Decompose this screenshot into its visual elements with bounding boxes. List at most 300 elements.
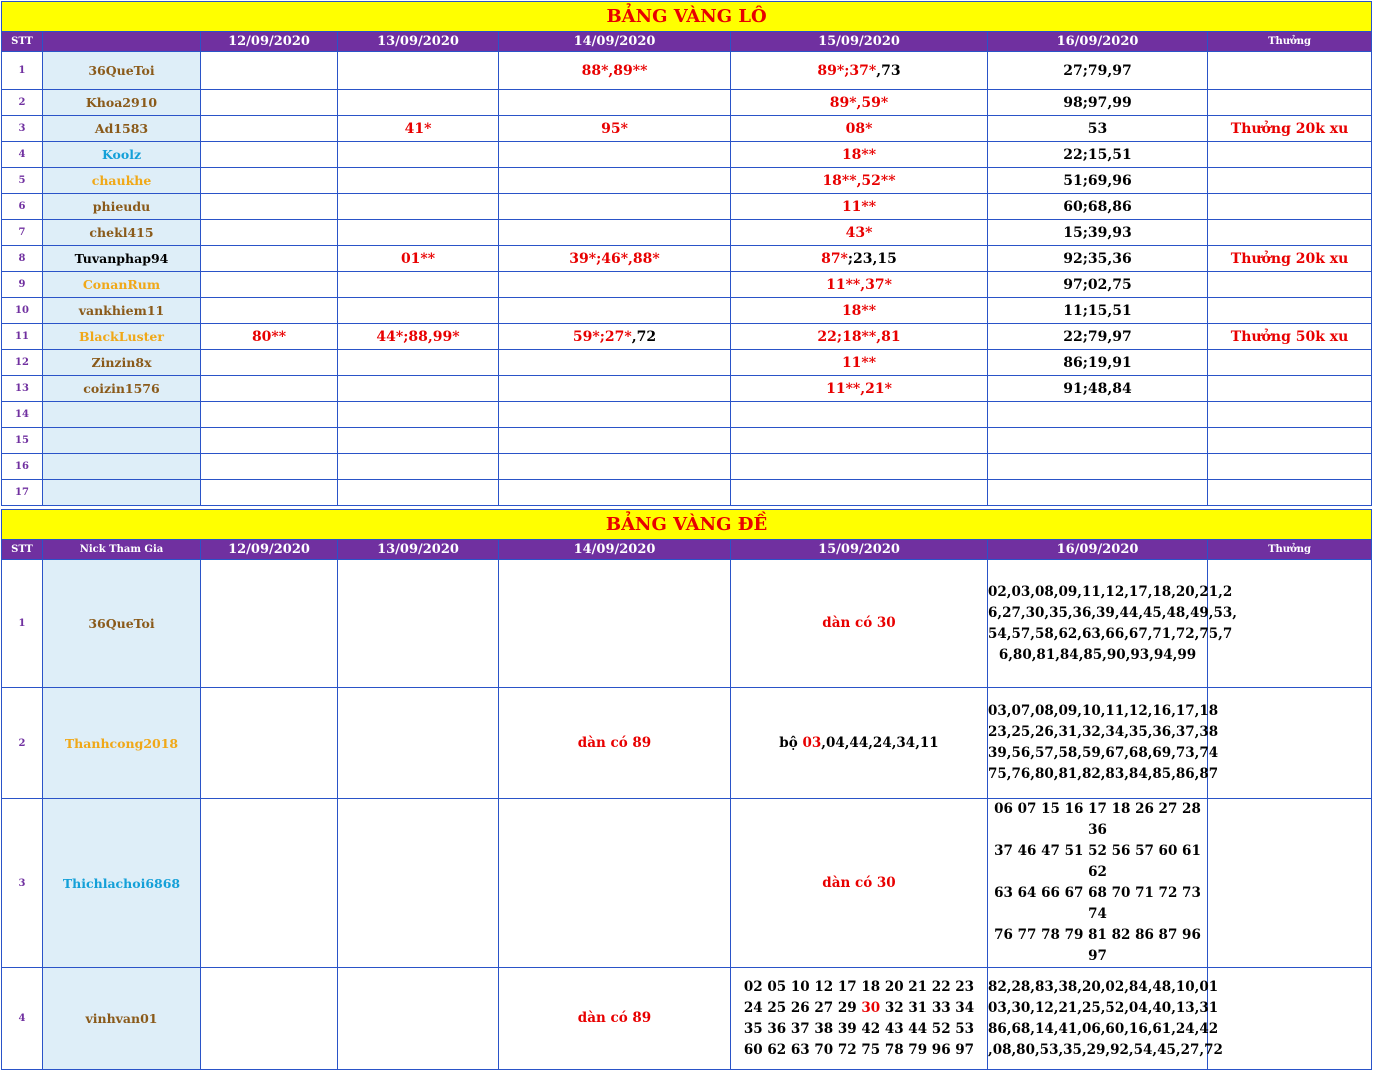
- value-segment: dàn có 30: [822, 874, 896, 891]
- table-row: [2, 454, 1372, 480]
- row-number: 16: [2, 454, 43, 480]
- prediction-cell: [731, 688, 988, 799]
- value-segment: 80**: [251, 328, 287, 345]
- prediction-cell: [499, 402, 731, 428]
- player-nick: chekl415: [43, 220, 201, 246]
- prediction-cell: [731, 168, 988, 194]
- prediction-cell: [338, 688, 499, 799]
- reward-cell: [1208, 194, 1372, 220]
- row-number: 11: [2, 324, 43, 350]
- prediction-cell: [988, 350, 1208, 376]
- date-header: 16/09/2020: [988, 32, 1208, 52]
- value-segment: 18**: [841, 302, 877, 319]
- prediction-cell: [731, 52, 988, 90]
- date-header: 12/09/2020: [201, 32, 338, 52]
- prediction-line: [988, 977, 1219, 998]
- date-header: 14/09/2020: [499, 32, 731, 52]
- prediction-cell: [338, 376, 499, 402]
- row-number: 3: [2, 116, 43, 142]
- table-row: [2, 428, 1372, 454]
- prediction-cell: [988, 220, 1208, 246]
- date-header: 15/09/2020: [731, 32, 988, 52]
- prediction-cell: [499, 168, 731, 194]
- prediction-line: [731, 873, 987, 894]
- row-number: 13: [2, 376, 43, 402]
- prediction-cell: [499, 246, 731, 272]
- prediction-cell: [338, 116, 499, 142]
- prediction-cell: [988, 52, 1208, 90]
- value-segment: ,73: [876, 62, 901, 79]
- value-segment: 03,07,08,09,10,11,12,16,17,18: [988, 703, 1219, 719]
- prediction-line: [731, 1040, 987, 1061]
- value-segment: 95*: [601, 120, 628, 137]
- row-number: 10: [2, 298, 43, 324]
- row-number: 7: [2, 220, 43, 246]
- prediction-line: [731, 1019, 987, 1040]
- prediction-cell: [731, 116, 988, 142]
- value-segment: 35 36 37 38 39 42 43 44 52 53: [743, 1020, 975, 1037]
- value-segment: 88*,89**: [581, 62, 648, 79]
- prediction-cell: [988, 376, 1208, 402]
- row-number: 3: [2, 799, 43, 968]
- prediction-line: [988, 743, 1219, 764]
- prediction-cell: [338, 168, 499, 194]
- value-segment: 86;19,91: [1063, 354, 1132, 371]
- value-segment: 54,57,58,62,63,66,67,71,72,75,7: [988, 625, 1233, 642]
- prediction-cell: [731, 272, 988, 298]
- table-row: [2, 799, 1372, 968]
- value-segment: 44*;88,99*: [376, 328, 460, 345]
- prediction-cell: [988, 116, 1208, 142]
- prediction-cell: [731, 324, 988, 350]
- prediction-cell: [201, 480, 338, 506]
- row-number: 6: [2, 194, 43, 220]
- value-segment: 76 77 78 79 81 82 86 87 96 97: [994, 927, 1201, 964]
- de-header-row: [2, 540, 1372, 560]
- prediction-cell: [499, 799, 731, 968]
- prediction-cell: [499, 376, 731, 402]
- prediction-cell: [731, 480, 988, 506]
- table-row: [2, 480, 1372, 506]
- prediction-line: [988, 582, 1233, 603]
- prediction-cell: [988, 428, 1208, 454]
- lo-header-row: [2, 32, 1372, 52]
- value-segment: 97;02,75: [1063, 276, 1132, 293]
- reward-cell: [1208, 480, 1372, 506]
- table-row: [2, 142, 1372, 168]
- reward-cell: [1208, 90, 1372, 116]
- date-header: 12/09/2020: [201, 540, 338, 560]
- prediction-cell: [731, 298, 988, 324]
- prediction-cell: [499, 142, 731, 168]
- prediction-cell: [731, 560, 988, 688]
- value-segment: 23,25,26,31,32,34,35,36,37,38: [988, 724, 1219, 740]
- prediction-line: [988, 722, 1219, 743]
- date-header: 14/09/2020: [499, 540, 731, 560]
- player-nick: [43, 480, 201, 506]
- prediction-cell: [338, 246, 499, 272]
- value-segment: 08*: [845, 120, 873, 137]
- table-row: [2, 116, 1372, 142]
- prediction-cell: [988, 168, 1208, 194]
- player-nick: coizin1576: [43, 376, 201, 402]
- prediction-line: [988, 701, 1219, 722]
- reward-cell: [1208, 454, 1372, 480]
- prediction-cell: [499, 454, 731, 480]
- player-nick: Tuvanphap94: [43, 246, 201, 272]
- table-row: [2, 168, 1372, 194]
- value-segment: 30: [861, 999, 881, 1016]
- value-segment: dàn có 30: [822, 615, 896, 631]
- row-number: 1: [2, 560, 43, 688]
- value-segment: 63 64 66 67 68 70 71 72 73 74: [994, 885, 1201, 922]
- table-row: [2, 246, 1372, 272]
- prediction-cell: [338, 402, 499, 428]
- row-number: 2: [2, 90, 43, 116]
- prediction-cell: [499, 480, 731, 506]
- prediction-cell: [499, 194, 731, 220]
- value-segment: 11**,21*: [826, 380, 892, 397]
- value-segment: 91;48,84: [1063, 380, 1132, 397]
- prediction-cell: [338, 298, 499, 324]
- prediction-cell: [201, 116, 338, 142]
- prediction-cell: [201, 402, 338, 428]
- row-number: 4: [2, 142, 43, 168]
- player-nick: vankhiem11: [43, 298, 201, 324]
- prediction-cell: [201, 799, 338, 968]
- value-segment: 87*: [821, 250, 848, 267]
- prediction-cell: [499, 298, 731, 324]
- value-segment: ;23,15: [847, 250, 897, 267]
- reward-cell: [1208, 688, 1372, 799]
- lo-title: BẢNG VÀNG LÔ: [2, 2, 1372, 32]
- player-nick: vinhvan01: [43, 968, 201, 1070]
- value-segment: 37 46 47 51 52 56 57 60 61 62: [994, 843, 1201, 880]
- prediction-cell: [201, 168, 338, 194]
- row-number: 9: [2, 272, 43, 298]
- table-row: [2, 324, 1372, 350]
- prediction-cell: [201, 298, 338, 324]
- prediction-line: [988, 764, 1219, 785]
- player-nick: [43, 402, 201, 428]
- prediction-line: [988, 603, 1237, 624]
- table-row: [2, 688, 1372, 799]
- value-segment: 41*: [404, 120, 432, 137]
- value-segment: 27;79,97: [1063, 62, 1132, 79]
- table-row: [2, 560, 1372, 688]
- prediction-cell: [201, 272, 338, 298]
- reward-cell: [1208, 168, 1372, 194]
- prediction-line: [988, 645, 1207, 666]
- prediction-cell: [338, 324, 499, 350]
- value-segment: 86,68,14,41,06,60,16,61,24,42: [988, 1020, 1219, 1037]
- prediction-cell: [731, 428, 988, 454]
- value-segment: 18**,52**: [822, 172, 896, 189]
- value-segment: 92;35,36: [1063, 250, 1132, 267]
- row-number: 14: [2, 402, 43, 428]
- date-header: 13/09/2020: [338, 32, 499, 52]
- reward-cell: [1208, 560, 1372, 688]
- reward-cell: [1208, 428, 1372, 454]
- prediction-cell: [201, 246, 338, 272]
- prediction-cell: [499, 116, 731, 142]
- value-segment: ,08,80,53,35,29,92,54,45,27,72: [988, 1041, 1223, 1058]
- table-row: [2, 220, 1372, 246]
- prediction-cell: [499, 688, 731, 799]
- prediction-cell: [988, 272, 1208, 298]
- prediction-cell: [338, 428, 499, 454]
- prediction-cell: [338, 194, 499, 220]
- value-segment: 60;68,86: [1063, 198, 1132, 215]
- prediction-line: [988, 624, 1233, 645]
- value-segment: 18**: [841, 146, 877, 163]
- reward-cell: [1208, 350, 1372, 376]
- player-nick: Khoa2910: [43, 90, 201, 116]
- table-row: [2, 298, 1372, 324]
- player-nick: phieudu: [43, 194, 201, 220]
- prediction-cell: [499, 350, 731, 376]
- prediction-cell: [201, 376, 338, 402]
- value-segment: 53: [1087, 120, 1108, 137]
- value-segment: 11**: [841, 198, 877, 215]
- reward-header: Thưởng: [1208, 32, 1372, 52]
- player-nick: 36QueToi: [43, 560, 201, 688]
- table-row: [2, 90, 1372, 116]
- prediction-cell: [338, 220, 499, 246]
- value-segment: 01**: [400, 250, 436, 267]
- prediction-cell: [731, 376, 988, 402]
- row-number: 5: [2, 168, 43, 194]
- prediction-cell: [988, 298, 1208, 324]
- prediction-line: [731, 733, 987, 754]
- prediction-cell: [988, 560, 1237, 688]
- value-segment: dàn có 89: [577, 1010, 652, 1026]
- date-header: 15/09/2020: [731, 540, 988, 560]
- prediction-cell: [338, 142, 499, 168]
- prediction-cell: [201, 324, 338, 350]
- prediction-cell: [201, 90, 338, 116]
- table-row: [2, 194, 1372, 220]
- prediction-line: [988, 1040, 1223, 1061]
- prediction-cell: [338, 799, 499, 968]
- prediction-cell: [988, 246, 1208, 272]
- row-number: 2: [2, 688, 43, 799]
- reward-cell: [1208, 272, 1372, 298]
- prediction-cell: [338, 560, 499, 688]
- prediction-cell: [338, 90, 499, 116]
- lo-body: [2, 52, 1372, 506]
- prediction-cell: [338, 454, 499, 480]
- reward-cell: Thưởng 20k xu: [1208, 246, 1372, 272]
- prediction-line: [499, 1008, 730, 1029]
- prediction-line: [988, 1019, 1219, 1040]
- value-segment: dàn có 89: [577, 734, 652, 751]
- value-segment: 11**: [841, 354, 877, 371]
- reward-cell: Thưởng 50k xu: [1208, 324, 1372, 350]
- prediction-line: [988, 799, 1207, 841]
- prediction-cell: [201, 688, 338, 799]
- nick-header: [43, 32, 201, 52]
- value-segment: 22;18**,81: [817, 328, 901, 345]
- value-segment: 89*,59*: [829, 94, 889, 111]
- value-segment: 39*;46*,88*: [569, 250, 660, 267]
- prediction-cell: [201, 220, 338, 246]
- de-body: [2, 560, 1372, 1070]
- prediction-cell: [201, 968, 338, 1070]
- stt-header: STT: [2, 540, 43, 560]
- table-row: [2, 272, 1372, 298]
- de-table: [1, 509, 1372, 1070]
- reward-cell: [1208, 142, 1372, 168]
- player-nick: ConanRum: [43, 272, 201, 298]
- value-segment: 60 62 63 70 72 75 78 79 96 97: [743, 1041, 975, 1058]
- prediction-cell: [731, 454, 988, 480]
- prediction-cell: [499, 52, 731, 90]
- prediction-cell: [499, 968, 731, 1070]
- value-segment: 22;79,97: [1063, 328, 1132, 345]
- prediction-cell: [201, 454, 338, 480]
- prediction-cell: [499, 272, 731, 298]
- prediction-cell: [499, 560, 731, 688]
- value-segment: ,04,44,24,34,11: [821, 734, 939, 751]
- value-segment: 02 05 10 12 17 18 20 21 22 23: [743, 978, 975, 995]
- value-segment: 89*;37*: [817, 62, 877, 79]
- prediction-line: [988, 925, 1207, 967]
- reward-cell: Thưởng 20k xu: [1208, 116, 1372, 142]
- prediction-cell: [988, 194, 1208, 220]
- prediction-cell: [499, 90, 731, 116]
- prediction-cell: [499, 220, 731, 246]
- reward-cell: [1208, 220, 1372, 246]
- value-segment: 75,76,80,81,82,83,84,85,86,87: [988, 766, 1219, 782]
- player-nick: 36QueToi: [43, 52, 201, 90]
- prediction-cell: [731, 142, 988, 168]
- de-title: BẢNG VÀNG ĐỀ: [2, 510, 1372, 540]
- prediction-cell: [201, 428, 338, 454]
- date-header: 13/09/2020: [338, 540, 499, 560]
- reward-cell: [1208, 298, 1372, 324]
- player-nick: Koolz: [43, 142, 201, 168]
- player-nick: Thanhcong2018: [43, 688, 201, 799]
- table-row: [2, 402, 1372, 428]
- prediction-cell: [731, 799, 988, 968]
- player-nick: [43, 428, 201, 454]
- prediction-cell: [338, 52, 499, 90]
- value-segment: 6,80,81,84,85,90,93,94,99: [998, 646, 1197, 663]
- row-number: 8: [2, 246, 43, 272]
- prediction-cell: [988, 142, 1208, 168]
- player-nick: Ad1583: [43, 116, 201, 142]
- reward-cell: [1208, 968, 1372, 1070]
- value-segment: bộ: [779, 734, 803, 751]
- player-nick: Thichlachoi6868: [43, 799, 201, 968]
- value-segment: 39,56,57,58,59,67,68,69,73,74: [988, 745, 1219, 761]
- player-nick: chaukhe: [43, 168, 201, 194]
- prediction-cell: [731, 246, 988, 272]
- row-number: 15: [2, 428, 43, 454]
- prediction-cell: [338, 272, 499, 298]
- value-segment: 03,30,12,21,25,52,04,40,13,31: [988, 999, 1219, 1016]
- prediction-line: [731, 977, 987, 998]
- value-segment: 11;15,51: [1063, 302, 1132, 319]
- prediction-cell: [201, 560, 338, 688]
- prediction-cell: [988, 402, 1208, 428]
- reward-cell: [1208, 799, 1372, 968]
- reward-cell: [1208, 52, 1372, 90]
- prediction-line: [988, 998, 1219, 1019]
- value-segment: 32 31 33 34: [880, 999, 975, 1016]
- prediction-cell: [338, 480, 499, 506]
- prediction-cell: [201, 350, 338, 376]
- reward-cell: [1208, 402, 1372, 428]
- prediction-cell: [499, 324, 731, 350]
- prediction-cell: [731, 194, 988, 220]
- value-segment: 82,28,83,38,20,02,84,48,10,01: [988, 978, 1219, 995]
- prediction-line: [988, 841, 1207, 883]
- player-nick: BlackLuster: [43, 324, 201, 350]
- table-row: [2, 52, 1372, 90]
- prediction-cell: [201, 194, 338, 220]
- prediction-cell: [988, 968, 1223, 1070]
- prediction-line: [731, 613, 987, 634]
- prediction-cell: [731, 968, 988, 1070]
- nick-header: Nick Tham Gia: [43, 540, 201, 560]
- value-segment: 11**,37*: [826, 276, 892, 293]
- lo-table: [1, 1, 1372, 506]
- prediction-cell: [988, 480, 1208, 506]
- prediction-line: [499, 733, 730, 754]
- prediction-cell: [201, 142, 338, 168]
- prediction-cell: [731, 220, 988, 246]
- prediction-cell: [988, 90, 1208, 116]
- value-segment: 6,27,30,35,36,39,44,45,48,49,53,: [988, 604, 1237, 621]
- row-number: 4: [2, 968, 43, 1070]
- prediction-cell: [731, 350, 988, 376]
- value-segment: 15;39,93: [1063, 224, 1132, 241]
- value-segment: 59*;27*: [572, 328, 632, 345]
- prediction-cell: [988, 688, 1219, 799]
- prediction-cell: [988, 454, 1208, 480]
- value-segment: 24 25 26 27 29: [743, 999, 862, 1016]
- prediction-cell: [499, 428, 731, 454]
- prediction-line: [988, 883, 1207, 925]
- reward-header: Thưởng: [1208, 540, 1372, 560]
- prediction-cell: [731, 90, 988, 116]
- player-nick: [43, 454, 201, 480]
- value-segment: ,72: [631, 328, 657, 345]
- value-segment: 22;15,51: [1063, 146, 1132, 163]
- reward-cell: [1208, 376, 1372, 402]
- table-row: [2, 376, 1372, 402]
- stt-header: STT: [2, 32, 43, 52]
- player-nick: Zinzin8x: [43, 350, 201, 376]
- row-number: 1: [2, 52, 43, 90]
- date-header: 16/09/2020: [988, 540, 1208, 560]
- prediction-cell: [338, 350, 499, 376]
- value-segment: 98;97,99: [1063, 94, 1132, 111]
- prediction-cell: [201, 52, 338, 90]
- value-segment: 02,03,08,09,11,12,17,18,20,21,2: [988, 583, 1233, 600]
- value-segment: 03: [802, 734, 822, 751]
- table-row: [2, 350, 1372, 376]
- prediction-cell: [338, 968, 499, 1070]
- value-segment: 51;69,96: [1063, 172, 1132, 189]
- prediction-line: [731, 998, 987, 1019]
- value-segment: 43*: [845, 224, 873, 241]
- prediction-cell: [731, 402, 988, 428]
- row-number: 17: [2, 480, 43, 506]
- value-segment: 06 07 15 16 17 18 26 27 28 36: [994, 801, 1201, 838]
